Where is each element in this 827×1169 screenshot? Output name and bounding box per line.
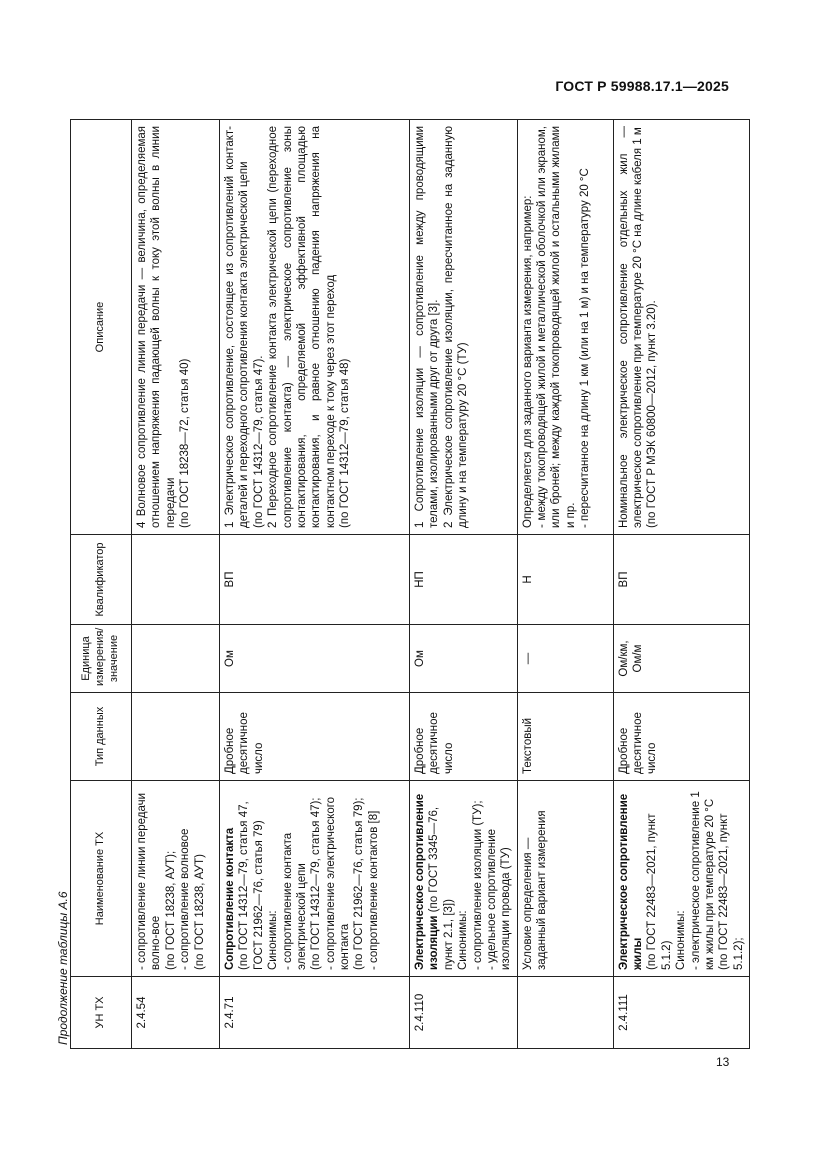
cell-description <box>517 120 613 535</box>
table-header-row <box>71 120 132 1049</box>
description-line: (по ГОСТ 18238—72, статья 40) <box>179 358 192 528</box>
cell-name <box>613 781 749 977</box>
name-line: Условие определения — заданный вариант измерения <box>521 810 548 970</box>
name-line: - сопротивление контактов [8] <box>367 810 380 970</box>
description-line: 1 Электрическое сопротивление, состоящее из сопротивлений контакт-деталей и переходного сопротивления контакта электрической цепи <box>224 126 251 528</box>
name-line: - сопротивление контакта электрической цепи <box>281 832 308 970</box>
description-line: Определяется для заданного варианта измерения, например: <box>521 195 534 528</box>
cell-id: 2.4.71 <box>220 977 410 1049</box>
description-line: - пересчитанное на длину 1 км (или на 1 м) и на температуру 20 °С <box>579 168 592 528</box>
cell-qualifier: Н <box>517 535 613 625</box>
description-line: 1 Сопротивление изоляции — сопротивление между проводящими телами, изолированными друг от друга [3]. <box>414 126 441 528</box>
description-line: 2 Переходное сопротивление контакта электрической цепи (переходное сопротивление контакта) — электрическое сопротивление зоны контактирования, определяемой эффективной площадью контактирования, и равное отношению падения напряжения на контактном переходе к току через этот переход <box>267 126 337 528</box>
page-number: 13 <box>716 1055 730 1069</box>
cell-type: Дробное десятичное число <box>613 693 749 781</box>
name-line: - сопротивление изоляции (ТУ); <box>471 800 484 970</box>
name-line: (по ГОСТ 18238, АУТ) <box>193 853 206 970</box>
cell-qualifier: ВП <box>220 535 410 625</box>
name-title: Сопротивление контакта <box>224 827 236 970</box>
table-row <box>613 120 749 1049</box>
cell-id: 2.4.54 <box>132 977 220 1049</box>
spec-table <box>70 119 750 1049</box>
cell-id: 2.4.111 <box>613 977 749 1049</box>
col-header-unit: Единица измерения/ значение <box>71 625 132 693</box>
cell-type <box>132 693 220 781</box>
cell-qualifier <box>132 535 220 625</box>
name-line: (по ГОСТ 22483—2021, пункт 5.1.2); <box>718 813 745 970</box>
description-line: (по ГОСТ Р МЭК 60800—2012, пункт 3.20). <box>646 300 659 528</box>
table-row <box>410 120 518 1049</box>
document-code: ГОСТ Р 59988.17.1—2025 <box>555 78 729 94</box>
col-header-description: Описание <box>71 120 132 535</box>
name-line: (по ГОСТ 14312—79, статья 47); <box>310 797 323 970</box>
cell-name <box>132 781 220 977</box>
cell-description <box>220 120 410 535</box>
col-header-qualifier: Квалификатор <box>71 535 132 625</box>
description-line: 4 Волновое сопротивление линии передачи — величина, определяемая отношением напряжения падающей волны к току этой волны в линии передачи <box>136 126 177 528</box>
name-title: Электрическое сопротивление жилы <box>617 793 644 970</box>
cell-qualifier: НП <box>410 535 518 625</box>
table-row <box>132 120 220 1049</box>
name-title-suffix: (по ГОСТ 3345—76, пункт 2.1, [3]) <box>428 806 455 970</box>
name-title: Электрическое сопротивление изоляции <box>414 793 441 970</box>
cell-name <box>517 781 613 977</box>
name-line: - сопротивление линии передачи волно-вое <box>136 792 163 970</box>
cell-description <box>410 120 518 535</box>
name-line: ГОСТ 21962—76, статья 79) <box>252 820 265 970</box>
name-line: (по ГОСТ 21962—76, статья 79); <box>353 797 366 970</box>
description-line: - между токопроводящей жилой и металлической оболочкой или экраном, или броней; между каждой токопроводящей жилой и остальными жилами и пр. <box>536 126 577 528</box>
name-line: (по ГОСТ 14312—79, статья 47, <box>238 801 251 970</box>
cell-unit: Ом <box>410 625 518 693</box>
name-line: (по ГОСТ 18238, АУТ); <box>164 850 177 970</box>
name-line: - сопротивление волновое <box>179 828 192 970</box>
cell-description <box>132 120 220 535</box>
name-line: Синонимы: <box>267 910 280 970</box>
cell-name <box>410 781 518 977</box>
cell-qualifier: ВП <box>613 535 749 625</box>
name-line: - электрическое сопротивление 1 км жилы при температуре 20 °С <box>689 791 716 970</box>
cell-id <box>517 977 613 1049</box>
cell-type: Дробное десятичное число <box>410 693 518 781</box>
name-line: (по ГОСТ 22483—2021, пункт 5.1.2) <box>646 813 673 970</box>
cell-id: 2.4.110 <box>410 977 518 1049</box>
cell-unit: Ом/км, Ом/м <box>613 625 749 693</box>
cell-unit: Ом <box>220 625 410 693</box>
description-line: Номинальное электрическое сопротивление отдельных жил — электрическое сопротивление при температуре 20 °С на длине кабеля 1 м <box>617 126 644 528</box>
cell-unit: — <box>517 625 613 693</box>
name-line: - удельное сопротивление изоляции провода (ТУ) <box>485 828 513 970</box>
col-header-type: Тип данных <box>71 693 132 781</box>
table-row <box>220 120 410 1049</box>
name-line: - сопротивление электрического контакта <box>324 796 351 970</box>
cell-description <box>613 120 749 535</box>
description-line: 2 Электрическое сопротивление изоляции, пересчитанное на заданную длину и на температуру 20 °С (ТУ) <box>442 126 470 528</box>
col-header-name: Наименование ТХ <box>71 781 132 977</box>
name-line: Синонимы: <box>675 910 688 970</box>
rotated-table-container <box>70 119 745 1049</box>
table-row <box>517 120 613 1049</box>
cell-type: Текстовый <box>517 693 613 781</box>
description-line: (по ГОСТ 14312—79, статья 47). <box>252 355 265 528</box>
name-line: Синонимы: <box>457 910 470 970</box>
cell-name <box>220 781 410 977</box>
cell-type: Дробное десятичное число <box>220 693 410 781</box>
cell-unit <box>132 625 220 693</box>
table-caption: Продолжение таблицы А.6 <box>56 891 70 1045</box>
col-header-id: УН ТХ <box>71 977 132 1049</box>
description-line: (по ГОСТ 14312—79, статья 48) <box>339 358 351 528</box>
